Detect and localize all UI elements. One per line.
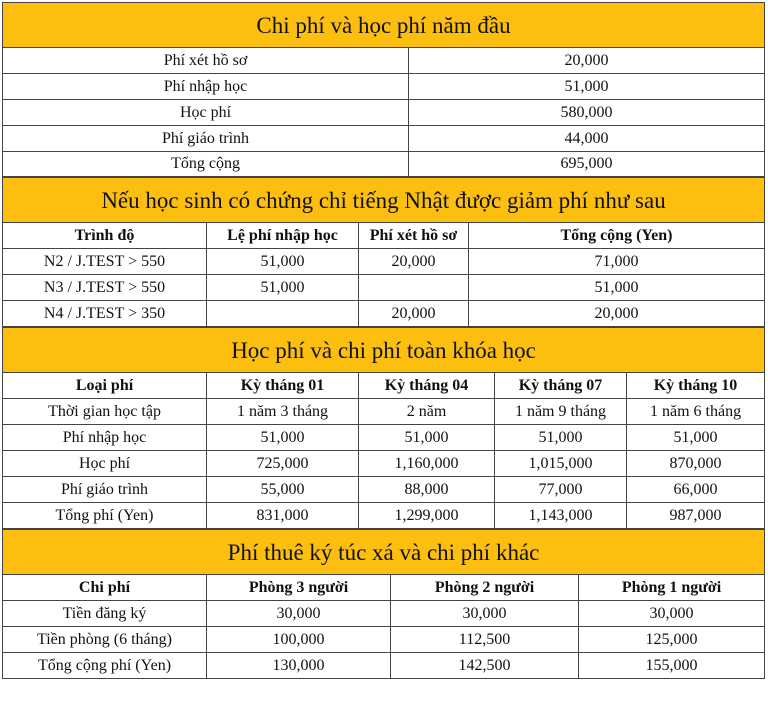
- table-cell: 831,000: [207, 503, 359, 529]
- table-cell: 88,000: [359, 477, 495, 503]
- first-year-title: Chi phí và học phí năm đầu: [3, 3, 765, 48]
- table-cell: Phí nhập học: [3, 425, 207, 451]
- table-cell: 71,000: [469, 249, 765, 275]
- table-cell: 51,000: [469, 275, 765, 301]
- table-cell: 1,143,000: [495, 503, 627, 529]
- table-cell: Tổng phí (Yen): [3, 503, 207, 529]
- column-header: Lệ phí nhập học: [207, 223, 359, 249]
- table-cell: Học phí: [3, 451, 207, 477]
- table-cell: 130,000: [207, 653, 391, 679]
- header-row: [3, 223, 765, 249]
- table-row: [3, 126, 765, 152]
- column-header: Phòng 3 người: [207, 575, 391, 601]
- table-cell: 51,000: [207, 249, 359, 275]
- table-cell: N4 / J.TEST > 350: [3, 301, 207, 327]
- table-cell: Phí giáo trình: [3, 477, 207, 503]
- table-cell: 20,000: [469, 301, 765, 327]
- table-cell: N3 / J.TEST > 550: [3, 275, 207, 301]
- table-cell: 2 năm: [359, 399, 495, 425]
- fee-value: 20,000: [409, 48, 765, 74]
- table-row: [3, 152, 765, 177]
- table-row: [3, 627, 765, 653]
- fee-label: Phí xét hồ sơ: [3, 48, 409, 74]
- table-cell: 51,000: [627, 425, 765, 451]
- table-cell: 51,000: [495, 425, 627, 451]
- column-header: Loại phí: [3, 373, 207, 399]
- table-cell: 1 năm 6 tháng: [627, 399, 765, 425]
- fee-value: 695,000: [409, 152, 765, 177]
- table-row: [3, 275, 765, 301]
- fee-sheet: [2, 2, 764, 679]
- table-cell: 155,000: [579, 653, 765, 679]
- table-row: [3, 503, 765, 529]
- first-year-fee-table: [2, 2, 765, 177]
- column-header: Trình độ: [3, 223, 207, 249]
- table-row: [3, 653, 765, 679]
- column-header: Chi phí: [3, 575, 207, 601]
- header-row: [3, 575, 765, 601]
- fee-label: Học phí: [3, 100, 409, 126]
- table-cell: 51,000: [359, 425, 495, 451]
- table-row: [3, 399, 765, 425]
- table-cell: [207, 301, 359, 327]
- table-row: [3, 74, 765, 100]
- table-row: [3, 451, 765, 477]
- table-cell: 51,000: [207, 425, 359, 451]
- table-cell: N2 / J.TEST > 550: [3, 249, 207, 275]
- full-course-table: [2, 327, 765, 529]
- column-header: Phòng 2 người: [391, 575, 579, 601]
- table-cell: 55,000: [207, 477, 359, 503]
- table-cell: 1,015,000: [495, 451, 627, 477]
- dorm-fee-table: [2, 529, 765, 679]
- table-cell: 142,500: [391, 653, 579, 679]
- table-cell: 77,000: [495, 477, 627, 503]
- table-cell: 30,000: [207, 601, 391, 627]
- table-cell: [359, 275, 469, 301]
- table-cell: 725,000: [207, 451, 359, 477]
- table-cell: 30,000: [579, 601, 765, 627]
- table-cell: 870,000: [627, 451, 765, 477]
- table-row: [3, 301, 765, 327]
- column-header: Kỳ tháng 04: [359, 373, 495, 399]
- fee-value: 580,000: [409, 100, 765, 126]
- dorm-title: Phí thuê ký túc xá và chi phí khác: [3, 530, 765, 575]
- full-course-title: Học phí và chi phí toàn khóa học: [3, 328, 765, 373]
- table-cell: 1,299,000: [359, 503, 495, 529]
- table-cell: 51,000: [207, 275, 359, 301]
- table-cell: 987,000: [627, 503, 765, 529]
- fee-value: 51,000: [409, 74, 765, 100]
- fee-value: 44,000: [409, 126, 765, 152]
- table-row: [3, 477, 765, 503]
- table-cell: 30,000: [391, 601, 579, 627]
- fee-label: Phí nhập học: [3, 74, 409, 100]
- fee-label: Tổng cộng: [3, 152, 409, 177]
- table-cell: Tổng cộng phí (Yen): [3, 653, 207, 679]
- table-row: [3, 48, 765, 74]
- column-header: Tổng cộng (Yen): [469, 223, 765, 249]
- column-header: Phòng 1 người: [579, 575, 765, 601]
- table-row: [3, 601, 765, 627]
- column-header: Phí xét hồ sơ: [359, 223, 469, 249]
- table-cell: Tiền phòng (6 tháng): [3, 627, 207, 653]
- table-cell: 100,000: [207, 627, 391, 653]
- table-cell: 1,160,000: [359, 451, 495, 477]
- table-cell: Thời gian học tập: [3, 399, 207, 425]
- table-cell: 1 năm 9 tháng: [495, 399, 627, 425]
- table-cell: 66,000: [627, 477, 765, 503]
- discount-table: [2, 177, 765, 327]
- table-cell: Tiền đăng ký: [3, 601, 207, 627]
- discount-title: Nếu học sinh có chứng chỉ tiếng Nhật được giảm phí như sau: [3, 178, 765, 223]
- table-cell: 112,500: [391, 627, 579, 653]
- fee-label: Phí giáo trình: [3, 126, 409, 152]
- table-row: [3, 249, 765, 275]
- table-cell: 20,000: [359, 249, 469, 275]
- column-header: Kỳ tháng 01: [207, 373, 359, 399]
- table-row: [3, 100, 765, 126]
- table-row: [3, 425, 765, 451]
- column-header: Kỳ tháng 07: [495, 373, 627, 399]
- table-cell: 1 năm 3 tháng: [207, 399, 359, 425]
- table-cell: 125,000: [579, 627, 765, 653]
- table-cell: 20,000: [359, 301, 469, 327]
- column-header: Kỳ tháng 10: [627, 373, 765, 399]
- header-row: [3, 373, 765, 399]
